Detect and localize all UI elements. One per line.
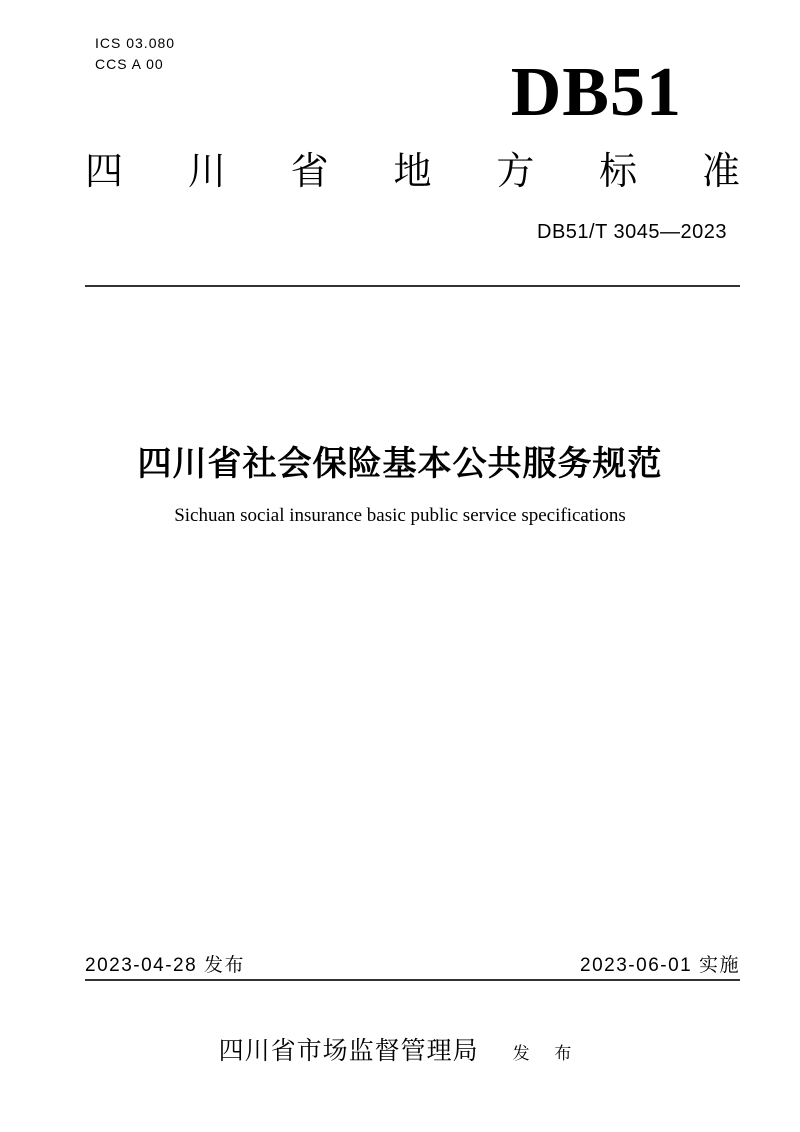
issue-date: 2023-04-28 发布 [85,955,245,976]
publisher-row [0,1031,800,1067]
publish-label: 发 布 [512,1044,582,1063]
classification-codes [95,33,175,75]
publisher-name: 四川省市场监督管理局 [218,1037,479,1065]
document-title-chinese: 四川省社会保险基本公共服务规范 [137,445,663,483]
standard-category-banner: 四川省地方标准 [85,151,740,193]
implement-date: 2023-06-01 实施 [580,955,740,976]
footer-divider-line [85,979,740,981]
ccs-code: CCS A 00 [95,56,164,72]
document-title-english: Sichuan social insurance basic public service specifications [174,505,626,526]
standard-number: DB51/T 3045—2023 [537,221,727,243]
ics-code: ICS 03.080 [95,35,176,51]
db51-logo: DB51 [510,54,682,131]
dates-row [85,950,740,977]
header-divider-line [85,285,740,287]
